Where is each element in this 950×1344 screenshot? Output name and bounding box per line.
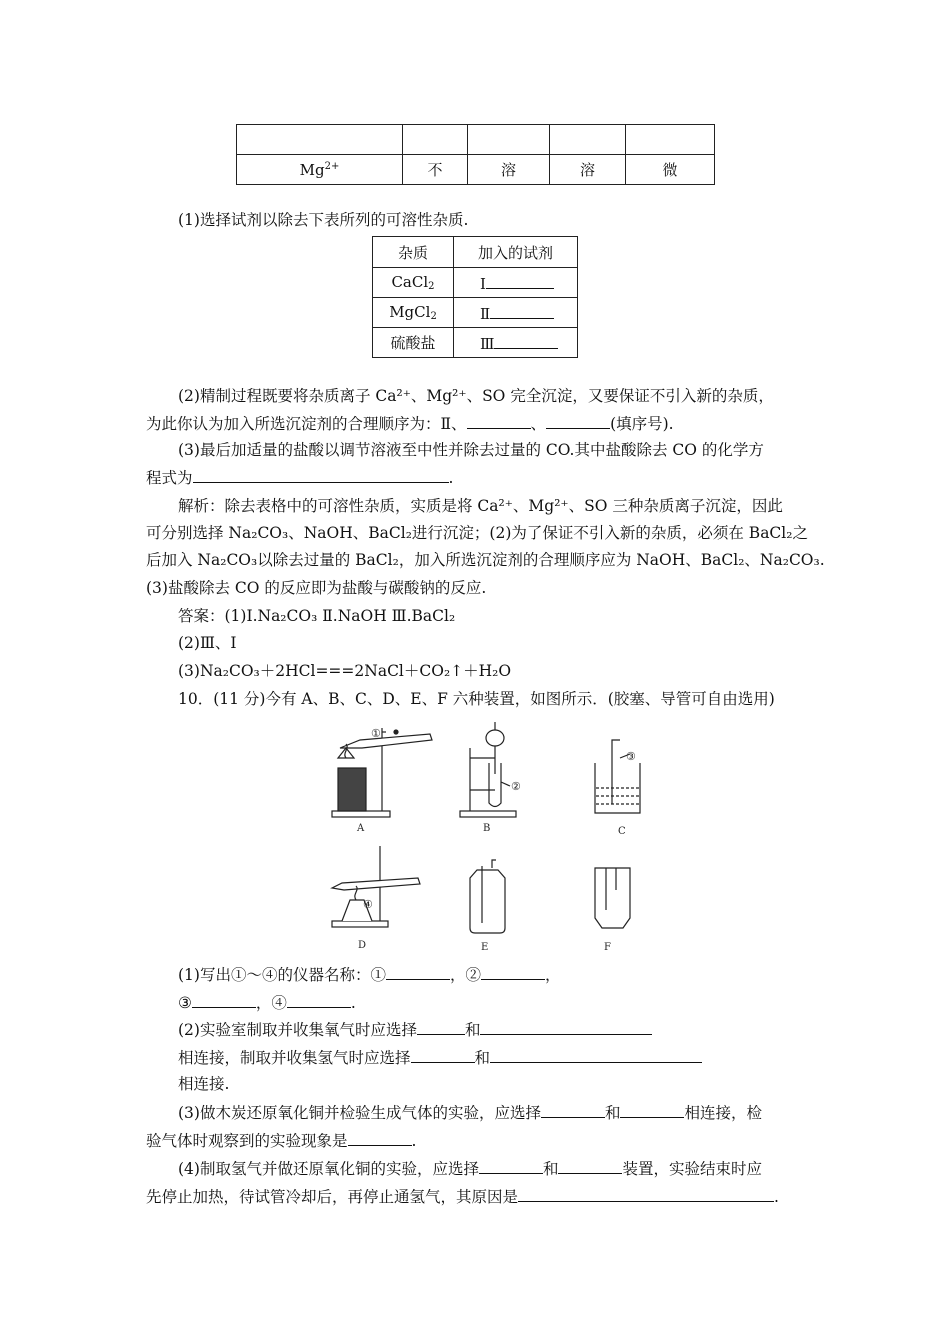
figure-label-f: F bbox=[604, 942, 611, 953]
solubility-table bbox=[236, 124, 715, 185]
table-cell: 微 bbox=[626, 155, 715, 185]
reagent-table bbox=[372, 236, 578, 358]
answer-blank[interactable] bbox=[411, 1047, 475, 1063]
answer-blank[interactable] bbox=[490, 303, 554, 319]
answer-blank[interactable] bbox=[417, 1019, 465, 1035]
answer-text: (2)Ⅲ、Ⅰ bbox=[178, 634, 237, 652]
analysis-text: (3)盐酸除去 CO 的反应即为盐酸与碳酸钠的反应. bbox=[146, 579, 487, 597]
answer-blank[interactable] bbox=[193, 467, 449, 483]
table-header: 加入的试剂 bbox=[454, 237, 578, 268]
answer-blank[interactable] bbox=[479, 1158, 543, 1174]
table-cell bbox=[403, 125, 468, 155]
table-cell bbox=[468, 125, 550, 155]
question-text: (1)写出①～④的仪器名称：① ，② ， bbox=[178, 966, 561, 984]
apparatus-d bbox=[332, 846, 420, 927]
figure-label-b: B bbox=[483, 823, 491, 834]
question-text: (1)选择试剂以除去下表所列的可溶性杂质. bbox=[178, 211, 469, 229]
table-cell bbox=[626, 125, 715, 155]
question-text: (3)做木炭还原氧化铜并检验生成气体的实验，应选择 和 相连接，检 bbox=[178, 1104, 762, 1122]
row-label: $Mg^{2+}$ bbox=[237, 155, 403, 185]
apparatus-a bbox=[332, 728, 432, 817]
callout-3: ③ bbox=[626, 750, 636, 763]
answer-blank[interactable] bbox=[546, 413, 610, 429]
figure-label-a: A bbox=[357, 823, 365, 834]
answer-blank[interactable] bbox=[467, 413, 531, 429]
answer-text: (3)Na₂CO₃＋2HCl===2NaCl＋CO₂↑＋H₂O bbox=[178, 662, 512, 680]
question-text: 验气体时观察到的实验现象是 . bbox=[146, 1132, 417, 1150]
question-text: (4)制取氢气并做还原氧化铜的实验，应选择 和 装置，实验结束时应 bbox=[178, 1160, 762, 1178]
question-text: 为此你认为加入所选沉淀剂的合理顺序为：Ⅱ、 、 (填序号). bbox=[146, 415, 674, 433]
figure-label-d: D bbox=[358, 940, 367, 951]
apparatus-e bbox=[470, 860, 505, 933]
apparatus-figure bbox=[320, 718, 650, 958]
answer-blank[interactable] bbox=[490, 1047, 702, 1063]
question-text: 程式为 . bbox=[146, 469, 454, 487]
apparatus-f bbox=[595, 868, 630, 928]
table-cell bbox=[237, 125, 403, 155]
figure-label-e: E bbox=[481, 942, 489, 953]
answer-blank[interactable] bbox=[620, 1102, 684, 1118]
table-cell: 溶 bbox=[550, 155, 626, 185]
analysis-text: 可分别选择 Na₂CO₃、NaOH、BaCl₂进行沉淀；(2)为了保证不引入新的杂质，必须在 BaCl₂之 bbox=[146, 524, 808, 542]
callout-1: ① bbox=[371, 727, 381, 740]
callout-2: ② bbox=[511, 780, 521, 793]
answer-blank[interactable] bbox=[481, 964, 545, 980]
analysis-text: 后加入 Na₂CO₃以除去过量的 BaCl₂，加入所选沉淀剂的合理顺序应为 NaOH、BaCl₂、Na₂CO₃. bbox=[146, 551, 825, 569]
answer-blank[interactable] bbox=[518, 1186, 774, 1202]
table-cell bbox=[550, 125, 626, 155]
question-stem: 10．(11 分)今有 A、B、C、D、E、F 六种装置，如图所示．(胶塞、导管可自由选用) bbox=[178, 690, 775, 708]
callout-marker bbox=[394, 730, 398, 734]
impurity-cell: MgCl$_2$ bbox=[373, 298, 454, 328]
callout-4: ④ bbox=[363, 898, 373, 911]
answer-blank[interactable] bbox=[494, 333, 558, 349]
question-text: 先停止加热，待试管冷却后，再停止通氢气，其原因是 . bbox=[146, 1188, 779, 1206]
table-header: 杂质 bbox=[373, 237, 454, 268]
question-text: (2)精制过程既要将杂质离子 Ca²⁺、Mg²⁺、SO 完全沉淀，又要保证不引入新的杂质， bbox=[178, 387, 774, 405]
answer-blank[interactable] bbox=[558, 1158, 622, 1174]
question-text: (3)最后加适量的盐酸以调节溶液至中性并除去过量的 CO.其中盐酸除去 CO 的化学方 bbox=[178, 441, 764, 459]
reagent-cell: Ⅲ bbox=[454, 328, 578, 358]
apparatus-b bbox=[460, 722, 516, 817]
question-text: ③ ，④ . bbox=[178, 994, 356, 1012]
answer-blank[interactable] bbox=[348, 1130, 412, 1146]
answer-blank[interactable] bbox=[486, 273, 554, 289]
reagent-cell: Ⅱ bbox=[454, 298, 578, 328]
impurity-cell: CaCl$_2$ bbox=[373, 268, 454, 298]
question-text: 相连接，制取并收集氢气时应选择 和 bbox=[178, 1047, 702, 1068]
analysis-text: 解析：除去表格中的可溶性杂质，实质是将 Ca²⁺、Mg²⁺、SO 三种杂质离子沉淀，因此 bbox=[178, 497, 783, 515]
table-cell: 不 bbox=[403, 155, 468, 185]
answer-text: 答案：(1)Ⅰ.Na₂CO₃ Ⅱ.NaOH Ⅲ.BaCl₂ bbox=[178, 607, 456, 625]
reagent-cell: Ⅰ bbox=[454, 268, 578, 298]
table-cell: 溶 bbox=[468, 155, 550, 185]
question-text: (2)实验室制取并收集氧气时应选择 和 bbox=[178, 1019, 652, 1040]
answer-blank[interactable] bbox=[541, 1102, 605, 1118]
question-text: 相连接. bbox=[178, 1075, 230, 1093]
impurity-cell: 硫酸盐 bbox=[373, 328, 454, 358]
answer-blank[interactable] bbox=[386, 964, 450, 980]
figure-label-c: C bbox=[618, 826, 626, 837]
answer-blank[interactable] bbox=[287, 992, 351, 1008]
answer-blank[interactable] bbox=[480, 1019, 652, 1035]
answer-blank[interactable] bbox=[192, 992, 256, 1008]
